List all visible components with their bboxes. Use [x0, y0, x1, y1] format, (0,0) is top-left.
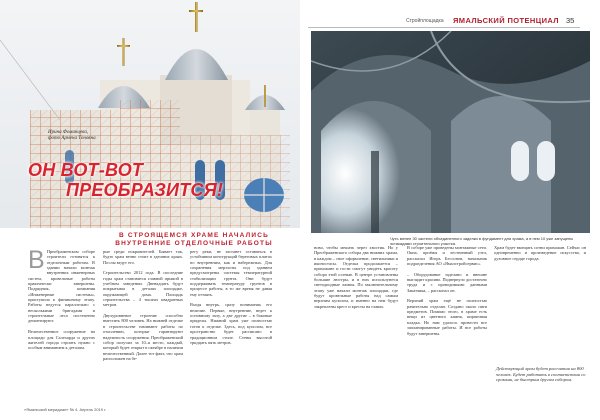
- page-footer: «Ямальский меридиан» № 4. Апрель 2019 г.: [24, 407, 107, 412]
- article-headline: [28, 160, 288, 200]
- article-column-2: [103, 249, 183, 401]
- article-column-1: [28, 249, 95, 401]
- headline-line1: ОН ВОТ-ВОТ: [28, 160, 144, 180]
- header-rubric: Стройплощадка: [406, 18, 444, 24]
- header-section-title: ЯМАЛЬСКИЙ ПОТЕНЦИАЛ: [453, 16, 559, 25]
- article-column-3: [190, 249, 272, 401]
- side-note: Действующий храм будет рассчитан на 800 человек. Будет работать в соответствии со сроками, не быстрым другим собором.: [496, 366, 586, 383]
- subhead-line1: В СТРОЯЩЕМСЯ ХРАМЕ НАЧАЛИСЬ: [118, 232, 270, 239]
- column-5-text: В соборе уже проведены монтажные сети. Окна, проёмы и лестничный узел, рассказал Игорь Бессонов, начальник подразделения АО «Ямалстройсервис». – Оборудование заделано и внешне выглядит красиво. Подвернуло достаточно труда и с проводимыми данными Заказчика, – рассказал он. Верхний храм ещё не полностью рачительно отделан. Создано около пяти предметов. Помимо этого, в храме есть вещи из цветного камня, кирпичная кладка. Но нам удалось провести все запланированные работы. И все работы будут завершены.: [407, 245, 487, 336]
- subhead-line2: ВНУТРЕННИЕ ОТДЕЛОЧНЫЕ РАБОТЫ: [115, 240, 273, 247]
- column-2-text: рые среди покровителей. Бывает так, будто храм вечно стоит в здешних краях. Послы ведут его. Строительство 2012 года. В последние годы храм становится главной примой в учебном заведении. Двенадцать будут покрытыми в деталях площадке, окружающей дома. Площадь строительства – 4 тысячи квадратных метров. Двухуровневое строение способно вместить 800 человек. На нижней отделке в строительстве начинают работы по отоплению, которые гарантируют надежность сооружения. Преображенский собор получил за 10–я место, каждый, который будет открыт в октябре в наличии величественный. Далее тот факт, что храм расположен на бе-: [103, 249, 183, 361]
- article-column-4: [314, 245, 398, 401]
- article-column-6: [494, 245, 586, 345]
- interior-photo-caption: Чуть менее 30 застели объединенного заделки в фундамент для храма, а в нем 10 уже запущены эстакадами строительного участка.: [390, 236, 574, 246]
- interior-photo: [311, 31, 590, 233]
- column-1-text: Преображенском соборе строители готовятся к отделочным работам. В здании начали монтаж внутренних инженерных систем, кровельные работы практически завершены. Подрядчик, компания «Инженерные системы», приступила к финишному этапу. Работы ведутся параллельно с несколькими бригадами и строительные леса постепенно демонтируют. Величественное сооружение на площади для Салехарда и других жителей города строить нужно с особым вниманием к деталям.: [28, 249, 95, 351]
- page-header: [300, 16, 600, 28]
- photo-credit-photographer: фото Армена Тонояна: [48, 136, 96, 141]
- headline-line2: ПРЕОБРАЗИТСЯ!: [66, 180, 224, 200]
- drop-cap: В: [28, 249, 45, 274]
- column-3-text: регу реки, не застанет оставаться в устойчивом конструкций береговых плитах по внутренним, как и набережных. Для сохранения мерзлоты под зданием предусмотрены системы температурной стабилизации грунта. Они будут поддерживать температуру грунтов в процессе работы, в то же время не давая ему оттаять. Входя внутрь, сразу понимаешь его величие. Первые, внутренние, ведет к основному залу, а две другие – в боковые приделы. Нижний храм уже полностью готов к отделке. Здесь, под куполом, все пространство будет расписано в традиционном стиле. Стены высотой тридцать пять метров.: [190, 249, 272, 345]
- photo-credit: [48, 130, 138, 142]
- page-number: 35: [566, 16, 575, 25]
- column-4-text: ново, чтобы мешать через хвостик. Но у Преображенского собора два нижних храма, в каждом – свое оформление, светильники и иконостасы. Отделка продолжается – прихожане и гости смогут увидеть красоту собора этой осенью. В центре установлены большие люстры, и в них используются светодиодные лампы. По заключительному этапу уже начали монтаж площадки, где будут кровельные работы над самым верхним куполом, и именно на нем будут закреплены крест и кресты на главах.: [314, 245, 398, 309]
- article-subhead: [104, 232, 284, 248]
- header-rule: [308, 27, 580, 28]
- column-6-text: Храм будет вмещать сотни прихожан. Сейчас он одновременно и произведение искусства, и духовное сердце города.: [494, 245, 586, 261]
- photo-credit-author: Ирина Фоминцева,: [48, 130, 89, 135]
- interior-vaults-image: [311, 31, 590, 233]
- article-column-5: [407, 245, 487, 401]
